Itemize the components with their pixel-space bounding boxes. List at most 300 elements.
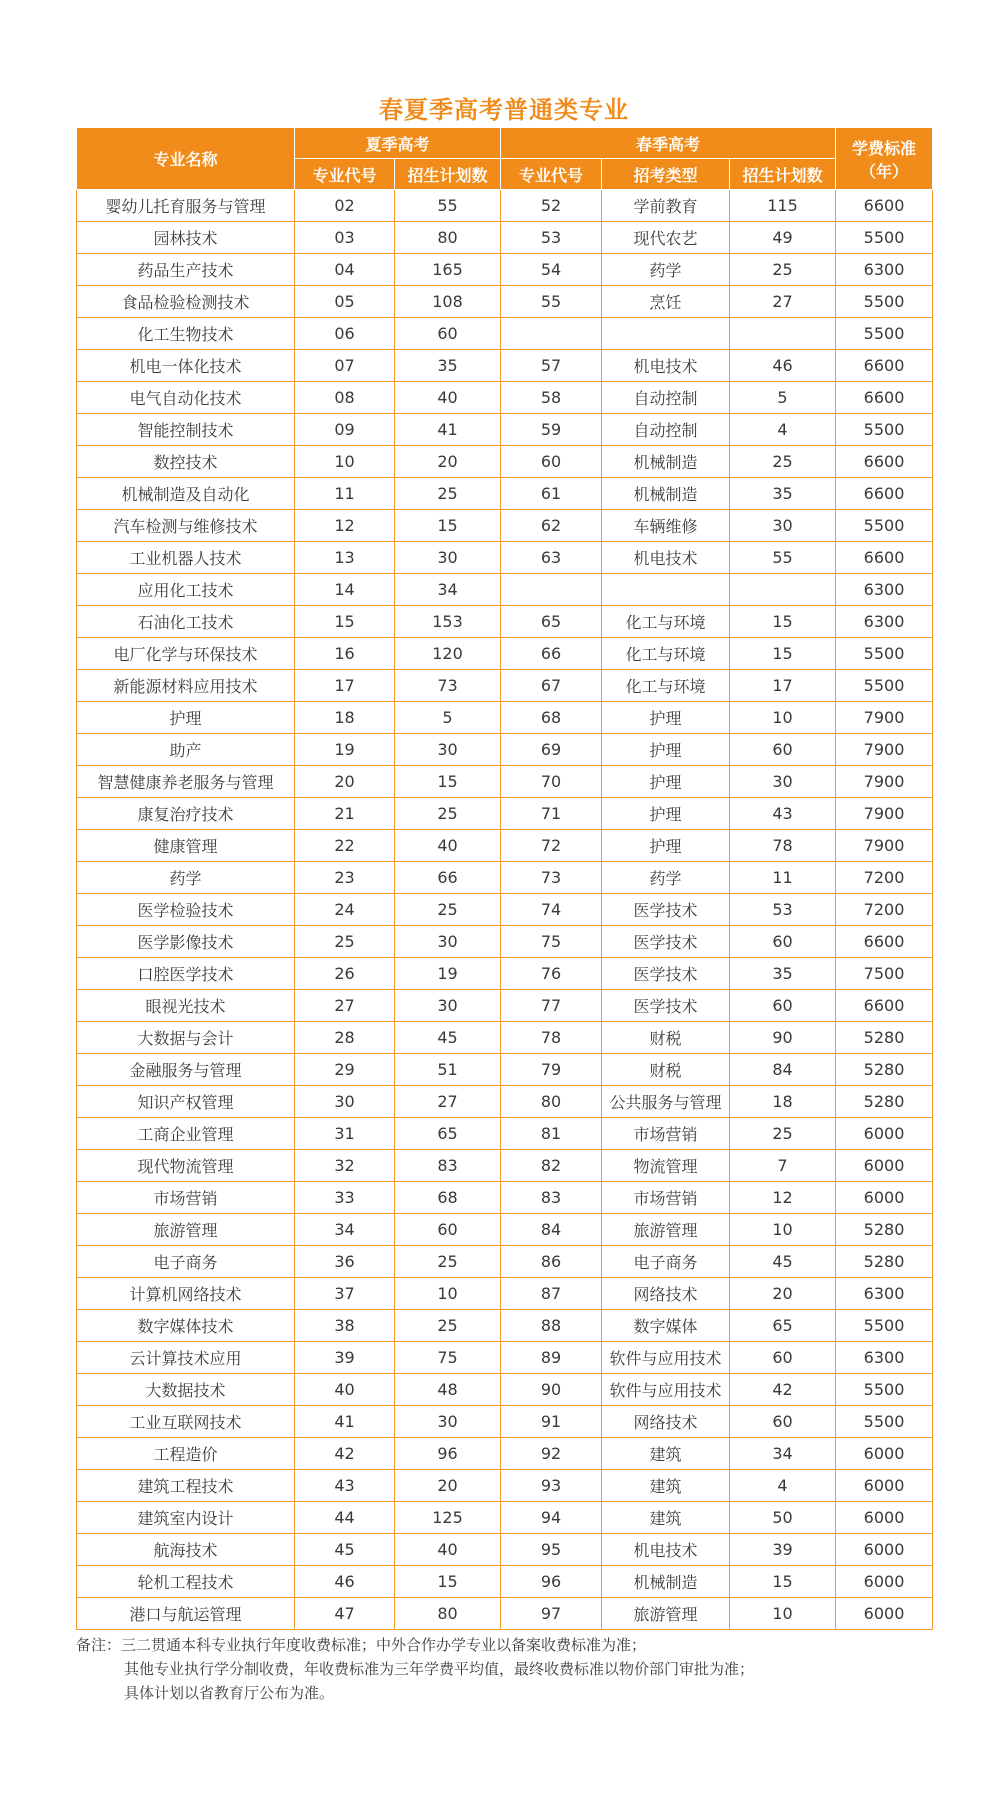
summer-plan-cell: 15 — [395, 510, 501, 542]
tuition-cell: 6000 — [836, 1182, 933, 1214]
major-name-cell: 健康管理 — [77, 830, 295, 862]
table-body — [77, 190, 933, 1630]
summer-plan-cell: 19 — [395, 958, 501, 990]
spring-type-cell: 护理 — [602, 702, 730, 734]
major-name-cell: 医学影像技术 — [77, 926, 295, 958]
summer-plan-cell: 80 — [395, 1598, 501, 1630]
spring-plan-cell: 12 — [730, 1182, 836, 1214]
summer-code-cell: 14 — [295, 574, 395, 606]
page-title: 春夏季高考普通类专业 — [379, 96, 629, 124]
summer-plan-cell: 30 — [395, 926, 501, 958]
tuition-cell: 7900 — [836, 798, 933, 830]
summer-code-cell: 13 — [295, 542, 395, 574]
summer-plan-cell: 25 — [395, 798, 501, 830]
summer-code-cell: 45 — [295, 1534, 395, 1566]
spring-plan-cell: 10 — [730, 1598, 836, 1630]
spring-type-cell: 化工与环境 — [602, 638, 730, 670]
spring-code-cell: 96 — [501, 1566, 602, 1598]
summer-plan-cell: 27 — [395, 1086, 501, 1118]
tuition-cell: 6300 — [836, 606, 933, 638]
major-name-cell: 航海技术 — [77, 1534, 295, 1566]
table-row — [77, 958, 933, 990]
spring-type-cell: 网络技术 — [602, 1278, 730, 1310]
table-row — [77, 1534, 933, 1566]
table-row — [77, 1374, 933, 1406]
header-summer-code: 专业代号 — [295, 159, 395, 190]
tuition-cell: 5280 — [836, 1022, 933, 1054]
spring-plan-cell: 30 — [730, 510, 836, 542]
spring-type-cell: 学前教育 — [602, 190, 730, 222]
major-name-cell: 工商企业管理 — [77, 1118, 295, 1150]
tuition-cell: 5500 — [836, 1374, 933, 1406]
tuition-cell: 6300 — [836, 574, 933, 606]
header-spring-plan: 招生计划数 — [730, 159, 836, 190]
table-row — [77, 798, 933, 830]
major-name-cell: 知识产权管理 — [77, 1086, 295, 1118]
spring-plan-cell: 25 — [730, 446, 836, 478]
spring-type-cell: 药学 — [602, 254, 730, 286]
major-name-cell: 电厂化学与环保技术 — [77, 638, 295, 670]
spring-plan-cell: 25 — [730, 1118, 836, 1150]
tuition-cell: 5280 — [836, 1086, 933, 1118]
spring-code-cell: 90 — [501, 1374, 602, 1406]
spring-type-cell: 现代农艺 — [602, 222, 730, 254]
summer-plan-cell: 30 — [395, 542, 501, 574]
spring-code-cell: 73 — [501, 862, 602, 894]
note-line-2: 其他专业执行学分制收费，年收费标准为三年学费平均值，最终收费标准以物价部门审批为准； — [124, 1660, 755, 1678]
summer-plan-cell: 41 — [395, 414, 501, 446]
summer-code-cell: 22 — [295, 830, 395, 862]
major-name-cell: 食品检验检测技术 — [77, 286, 295, 318]
tuition-cell: 6300 — [836, 1342, 933, 1374]
major-name-cell: 轮机工程技术 — [77, 1566, 295, 1598]
header-spring-code: 专业代号 — [501, 159, 602, 190]
summer-code-cell: 25 — [295, 926, 395, 958]
spring-plan-cell: 50 — [730, 1502, 836, 1534]
major-name-cell: 婴幼儿托育服务与管理 — [77, 190, 295, 222]
table-row — [77, 894, 933, 926]
summer-plan-cell: 5 — [395, 702, 501, 734]
spring-code-cell: 71 — [501, 798, 602, 830]
tuition-cell: 7500 — [836, 958, 933, 990]
tuition-cell: 6000 — [836, 1534, 933, 1566]
summer-code-cell: 23 — [295, 862, 395, 894]
table-row — [77, 638, 933, 670]
summer-code-cell: 21 — [295, 798, 395, 830]
table-row — [77, 1406, 933, 1438]
spring-plan-cell: 30 — [730, 766, 836, 798]
summer-plan-cell: 96 — [395, 1438, 501, 1470]
table-row — [77, 1086, 933, 1118]
summer-plan-cell: 25 — [395, 1310, 501, 1342]
spring-plan-cell: 43 — [730, 798, 836, 830]
spring-code-cell: 65 — [501, 606, 602, 638]
major-name-cell: 云计算技术应用 — [77, 1342, 295, 1374]
table-row — [77, 1054, 933, 1086]
major-name-cell: 石油化工技术 — [77, 606, 295, 638]
spring-plan-cell: 35 — [730, 958, 836, 990]
summer-code-cell: 42 — [295, 1438, 395, 1470]
spring-type-cell: 旅游管理 — [602, 1598, 730, 1630]
spring-type-cell: 公共服务与管理 — [602, 1086, 730, 1118]
summer-plan-cell: 40 — [395, 382, 501, 414]
tuition-cell: 6600 — [836, 990, 933, 1022]
table-row — [77, 926, 933, 958]
spring-code-cell: 53 — [501, 222, 602, 254]
spring-code-cell: 87 — [501, 1278, 602, 1310]
spring-code-cell: 86 — [501, 1246, 602, 1278]
tuition-cell: 7200 — [836, 862, 933, 894]
tuition-cell: 5500 — [836, 414, 933, 446]
major-name-cell: 护理 — [77, 702, 295, 734]
summer-plan-cell: 30 — [395, 734, 501, 766]
table-row — [77, 1150, 933, 1182]
summer-plan-cell: 120 — [395, 638, 501, 670]
major-name-cell: 数字媒体技术 — [77, 1310, 295, 1342]
tuition-cell: 6600 — [836, 926, 933, 958]
spring-type-cell: 软件与应用技术 — [602, 1374, 730, 1406]
spring-type-cell: 自动控制 — [602, 382, 730, 414]
tuition-cell: 6600 — [836, 542, 933, 574]
spring-plan-cell: 35 — [730, 478, 836, 510]
tuition-cell: 5500 — [836, 286, 933, 318]
tuition-cell: 5280 — [836, 1246, 933, 1278]
major-name-cell: 智慧健康养老服务与管理 — [77, 766, 295, 798]
spring-type-cell: 车辆维修 — [602, 510, 730, 542]
spring-code-cell: 67 — [501, 670, 602, 702]
summer-code-cell: 41 — [295, 1406, 395, 1438]
spring-code-cell: 59 — [501, 414, 602, 446]
spring-code-cell: 88 — [501, 1310, 602, 1342]
summer-code-cell: 36 — [295, 1246, 395, 1278]
header-tuition — [836, 128, 933, 190]
table-row — [77, 1438, 933, 1470]
spring-plan-cell — [730, 574, 836, 606]
spring-code-cell: 89 — [501, 1342, 602, 1374]
summer-code-cell: 38 — [295, 1310, 395, 1342]
spring-code-cell — [501, 318, 602, 350]
spring-code-cell: 80 — [501, 1086, 602, 1118]
summer-plan-cell: 55 — [395, 190, 501, 222]
table-row — [77, 478, 933, 510]
spring-type-cell: 机械制造 — [602, 1566, 730, 1598]
spring-code-cell: 55 — [501, 286, 602, 318]
major-name-cell: 工业互联网技术 — [77, 1406, 295, 1438]
spring-code-cell: 70 — [501, 766, 602, 798]
spring-code-cell: 60 — [501, 446, 602, 478]
summer-code-cell: 43 — [295, 1470, 395, 1502]
summer-code-cell: 47 — [295, 1598, 395, 1630]
spring-type-cell: 物流管理 — [602, 1150, 730, 1182]
spring-type-cell: 建筑 — [602, 1470, 730, 1502]
spring-code-cell: 62 — [501, 510, 602, 542]
table-row — [77, 1598, 933, 1630]
spring-type-cell: 财税 — [602, 1022, 730, 1054]
summer-plan-cell: 34 — [395, 574, 501, 606]
major-name-cell: 应用化工技术 — [77, 574, 295, 606]
table-row — [77, 1214, 933, 1246]
tuition-cell: 5280 — [836, 1054, 933, 1086]
spring-plan-cell: 15 — [730, 606, 836, 638]
summer-plan-cell: 20 — [395, 446, 501, 478]
summer-code-cell: 11 — [295, 478, 395, 510]
spring-code-cell: 63 — [501, 542, 602, 574]
spring-plan-cell: 42 — [730, 1374, 836, 1406]
majors-table — [76, 127, 933, 1630]
summer-code-cell: 19 — [295, 734, 395, 766]
table-row — [77, 702, 933, 734]
summer-code-cell: 05 — [295, 286, 395, 318]
table-row — [77, 222, 933, 254]
tuition-cell: 6300 — [836, 254, 933, 286]
header-tuition-line2: （年） — [860, 161, 909, 181]
spring-code-cell: 83 — [501, 1182, 602, 1214]
major-name-cell: 药品生产技术 — [77, 254, 295, 286]
spring-code-cell: 75 — [501, 926, 602, 958]
major-name-cell: 智能控制技术 — [77, 414, 295, 446]
tuition-cell: 6000 — [836, 1150, 933, 1182]
summer-code-cell: 29 — [295, 1054, 395, 1086]
spring-type-cell: 自动控制 — [602, 414, 730, 446]
spring-plan-cell: 39 — [730, 1534, 836, 1566]
summer-code-cell: 24 — [295, 894, 395, 926]
spring-type-cell: 药学 — [602, 862, 730, 894]
table-row — [77, 414, 933, 446]
table-row — [77, 446, 933, 478]
summer-code-cell: 10 — [295, 446, 395, 478]
spring-code-cell: 82 — [501, 1150, 602, 1182]
spring-type-cell: 机械制造 — [602, 446, 730, 478]
summer-plan-cell: 40 — [395, 830, 501, 862]
spring-code-cell: 72 — [501, 830, 602, 862]
summer-code-cell: 27 — [295, 990, 395, 1022]
table-row — [77, 510, 933, 542]
table-row — [77, 350, 933, 382]
spring-plan-cell: 5 — [730, 382, 836, 414]
table-row — [77, 1246, 933, 1278]
spring-plan-cell: 15 — [730, 638, 836, 670]
summer-code-cell: 17 — [295, 670, 395, 702]
summer-plan-cell: 153 — [395, 606, 501, 638]
table-row — [77, 542, 933, 574]
summer-plan-cell: 65 — [395, 1118, 501, 1150]
major-name-cell: 药学 — [77, 862, 295, 894]
spring-code-cell: 79 — [501, 1054, 602, 1086]
spring-type-cell: 电子商务 — [602, 1246, 730, 1278]
major-name-cell: 口腔医学技术 — [77, 958, 295, 990]
summer-code-cell: 34 — [295, 1214, 395, 1246]
major-name-cell: 港口与航运管理 — [77, 1598, 295, 1630]
major-name-cell: 市场营销 — [77, 1182, 295, 1214]
summer-code-cell: 08 — [295, 382, 395, 414]
tuition-cell: 6000 — [836, 1598, 933, 1630]
spring-type-cell: 护理 — [602, 798, 730, 830]
table-row — [77, 1022, 933, 1054]
header-summer-plan: 招生计划数 — [395, 159, 501, 190]
major-name-cell: 机电一体化技术 — [77, 350, 295, 382]
summer-code-cell: 15 — [295, 606, 395, 638]
spring-type-cell: 医学技术 — [602, 958, 730, 990]
tuition-cell: 7900 — [836, 702, 933, 734]
table-row — [77, 190, 933, 222]
spring-plan-cell — [730, 318, 836, 350]
spring-type-cell: 建筑 — [602, 1438, 730, 1470]
spring-type-cell: 机械制造 — [602, 478, 730, 510]
spring-plan-cell: 60 — [730, 734, 836, 766]
header-spring-exam: 春季高考 — [501, 128, 836, 159]
tuition-cell: 5500 — [836, 1406, 933, 1438]
spring-code-cell: 68 — [501, 702, 602, 734]
spring-type-cell: 建筑 — [602, 1502, 730, 1534]
major-name-cell: 汽车检测与维修技术 — [77, 510, 295, 542]
tuition-cell: 6000 — [836, 1566, 933, 1598]
tuition-cell: 5500 — [836, 1310, 933, 1342]
spring-plan-cell: 78 — [730, 830, 836, 862]
table-row — [77, 670, 933, 702]
summer-code-cell: 04 — [295, 254, 395, 286]
spring-type-cell: 网络技术 — [602, 1406, 730, 1438]
table-row — [77, 990, 933, 1022]
spring-plan-cell: 34 — [730, 1438, 836, 1470]
summer-code-cell: 32 — [295, 1150, 395, 1182]
spring-plan-cell: 10 — [730, 702, 836, 734]
table-row — [77, 318, 933, 350]
spring-code-cell: 76 — [501, 958, 602, 990]
spring-plan-cell: 60 — [730, 990, 836, 1022]
major-name-cell: 工程造价 — [77, 1438, 295, 1470]
tuition-cell: 6000 — [836, 1118, 933, 1150]
spring-code-cell: 66 — [501, 638, 602, 670]
summer-plan-cell: 68 — [395, 1182, 501, 1214]
major-name-cell: 数控技术 — [77, 446, 295, 478]
tuition-cell: 6600 — [836, 478, 933, 510]
spring-type-cell: 机电技术 — [602, 350, 730, 382]
summer-plan-cell: 45 — [395, 1022, 501, 1054]
tuition-cell: 6600 — [836, 382, 933, 414]
spring-plan-cell: 46 — [730, 350, 836, 382]
table-row — [77, 1502, 933, 1534]
summer-plan-cell: 66 — [395, 862, 501, 894]
summer-plan-cell: 60 — [395, 318, 501, 350]
summer-plan-cell: 108 — [395, 286, 501, 318]
summer-plan-cell: 10 — [395, 1278, 501, 1310]
spring-code-cell: 78 — [501, 1022, 602, 1054]
summer-code-cell: 39 — [295, 1342, 395, 1374]
spring-type-cell: 市场营销 — [602, 1118, 730, 1150]
table-row — [77, 574, 933, 606]
tuition-cell: 6000 — [836, 1470, 933, 1502]
major-name-cell: 电子商务 — [77, 1246, 295, 1278]
tuition-cell: 6600 — [836, 190, 933, 222]
tuition-cell: 7900 — [836, 766, 933, 798]
major-name-cell: 大数据技术 — [77, 1374, 295, 1406]
spring-code-cell: 84 — [501, 1214, 602, 1246]
spring-code-cell: 81 — [501, 1118, 602, 1150]
table-row — [77, 1470, 933, 1502]
spring-code-cell: 95 — [501, 1534, 602, 1566]
major-name-cell: 建筑室内设计 — [77, 1502, 295, 1534]
tuition-cell: 7200 — [836, 894, 933, 926]
summer-code-cell: 20 — [295, 766, 395, 798]
summer-plan-cell: 25 — [395, 478, 501, 510]
table-row — [77, 1342, 933, 1374]
spring-code-cell — [501, 574, 602, 606]
tuition-cell: 5500 — [836, 510, 933, 542]
summer-plan-cell: 60 — [395, 1214, 501, 1246]
table-header — [77, 128, 933, 190]
table-row — [77, 286, 933, 318]
summer-code-cell: 31 — [295, 1118, 395, 1150]
major-name-cell: 工业机器人技术 — [77, 542, 295, 574]
summer-code-cell: 02 — [295, 190, 395, 222]
spring-plan-cell: 10 — [730, 1214, 836, 1246]
spring-type-cell: 化工与环境 — [602, 606, 730, 638]
spring-plan-cell: 25 — [730, 254, 836, 286]
spring-plan-cell: 55 — [730, 542, 836, 574]
spring-plan-cell: 20 — [730, 1278, 836, 1310]
spring-type-cell: 机电技术 — [602, 1534, 730, 1566]
tuition-cell: 6300 — [836, 1278, 933, 1310]
tuition-cell: 7900 — [836, 830, 933, 862]
spring-type-cell: 化工与环境 — [602, 670, 730, 702]
tuition-cell: 5500 — [836, 222, 933, 254]
major-name-cell: 助产 — [77, 734, 295, 766]
notes — [76, 1633, 936, 1705]
spring-type-cell: 市场营销 — [602, 1182, 730, 1214]
summer-code-cell: 46 — [295, 1566, 395, 1598]
spring-code-cell: 61 — [501, 478, 602, 510]
summer-plan-cell: 75 — [395, 1342, 501, 1374]
spring-code-cell: 74 — [501, 894, 602, 926]
major-name-cell: 康复治疗技术 — [77, 798, 295, 830]
spring-plan-cell: 27 — [730, 286, 836, 318]
table-row — [77, 606, 933, 638]
spring-plan-cell: 4 — [730, 414, 836, 446]
spring-type-cell: 旅游管理 — [602, 1214, 730, 1246]
spring-code-cell: 52 — [501, 190, 602, 222]
table-row — [77, 1278, 933, 1310]
table-row — [77, 254, 933, 286]
major-name-cell: 电气自动化技术 — [77, 382, 295, 414]
spring-plan-cell: 17 — [730, 670, 836, 702]
spring-type-cell: 医学技术 — [602, 990, 730, 1022]
summer-plan-cell: 30 — [395, 1406, 501, 1438]
summer-plan-cell: 48 — [395, 1374, 501, 1406]
summer-plan-cell: 15 — [395, 766, 501, 798]
spring-type-cell: 医学技术 — [602, 926, 730, 958]
summer-plan-cell: 125 — [395, 1502, 501, 1534]
spring-code-cell: 97 — [501, 1598, 602, 1630]
major-name-cell: 机械制造及自动化 — [77, 478, 295, 510]
major-name-cell: 金融服务与管理 — [77, 1054, 295, 1086]
major-name-cell: 旅游管理 — [77, 1214, 295, 1246]
spring-code-cell: 91 — [501, 1406, 602, 1438]
major-name-cell: 新能源材料应用技术 — [77, 670, 295, 702]
tuition-cell: 5280 — [836, 1214, 933, 1246]
spring-code-cell: 94 — [501, 1502, 602, 1534]
tuition-cell: 5500 — [836, 638, 933, 670]
spring-plan-cell: 11 — [730, 862, 836, 894]
summer-code-cell: 30 — [295, 1086, 395, 1118]
header-tuition-line1: 学费标准 — [852, 138, 917, 158]
spring-code-cell: 92 — [501, 1438, 602, 1470]
tuition-cell: 7900 — [836, 734, 933, 766]
tuition-cell: 5500 — [836, 318, 933, 350]
major-name-cell: 化工生物技术 — [77, 318, 295, 350]
summer-code-cell: 33 — [295, 1182, 395, 1214]
spring-type-cell: 软件与应用技术 — [602, 1342, 730, 1374]
spring-type-cell: 财税 — [602, 1054, 730, 1086]
